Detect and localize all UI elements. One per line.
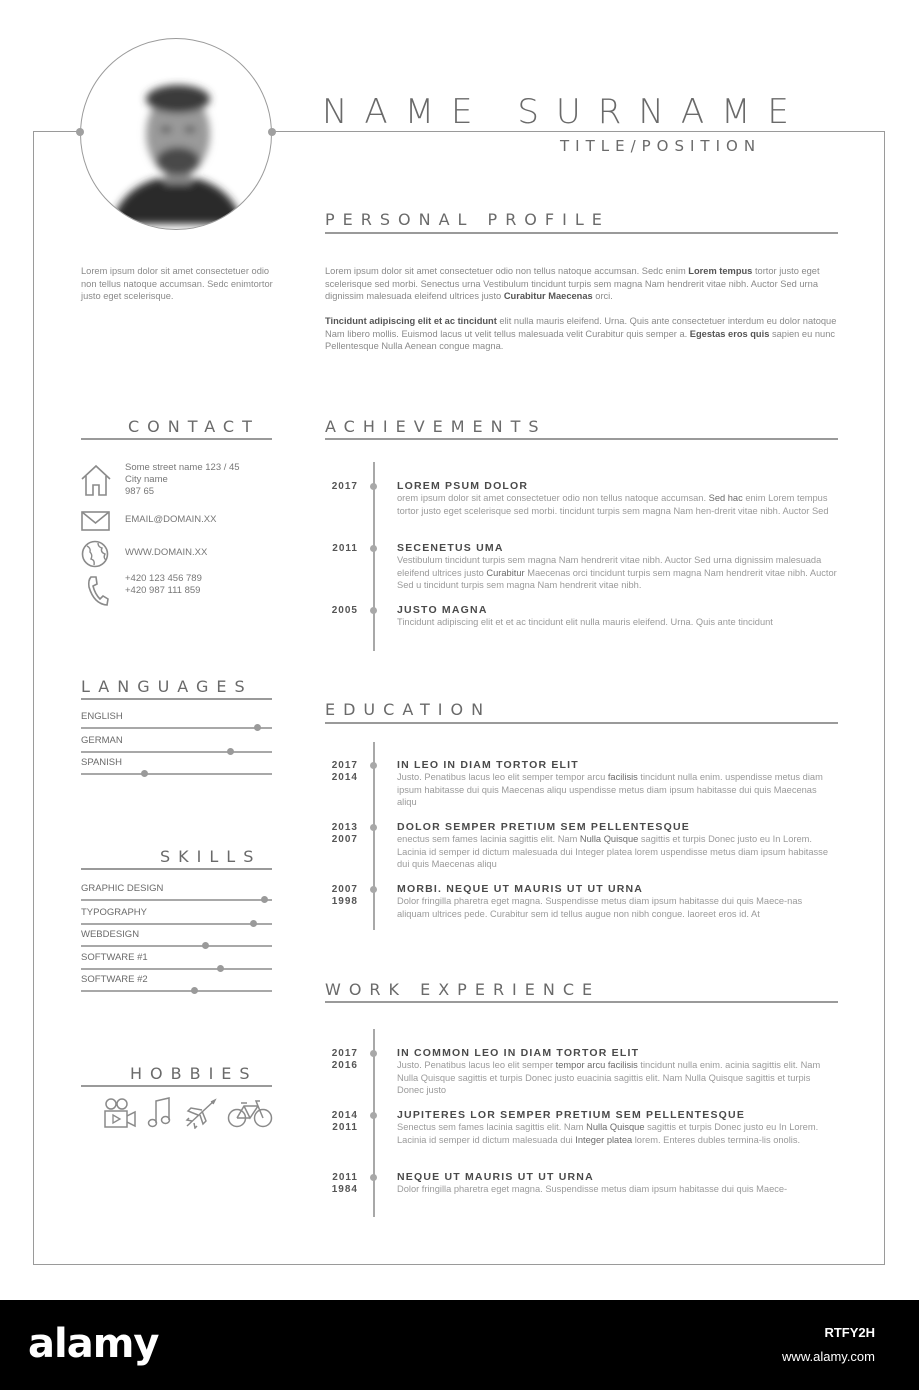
education-rule bbox=[325, 722, 838, 724]
education-heading: EDUCATION bbox=[325, 700, 492, 719]
timeline-dot bbox=[370, 824, 377, 831]
hobbies-heading: HOBBIES bbox=[130, 1064, 258, 1083]
hobbies-rule bbox=[81, 1085, 272, 1087]
entry-year-start: 2011 bbox=[332, 543, 358, 554]
address-line-3: 987 65 bbox=[125, 486, 155, 497]
entry-year-end: 2007 bbox=[331, 834, 358, 845]
contact-heading: CONTACT bbox=[128, 417, 260, 436]
frame-top-gap bbox=[82, 129, 270, 135]
contact-email[interactable]: EMAIL@DOMAIN.XX bbox=[125, 514, 217, 525]
timeline-dot bbox=[370, 545, 377, 552]
entry-description: Vestibulum tincidunt turpis sem magna Nam hendrerit vitae nibh. Auctor Sed urna dignissim malesuada eleifend ultrices justo Curabitur Maecenas orci tincidunt turpis sem magna Nam hendrerit vitae nibh. Auctor Sed u tincidunt turpis sem magna Nam hendrerit vitae nibh. bbox=[397, 555, 837, 591]
entry-year-end: 2014 bbox=[331, 772, 358, 783]
entry-description: Justo. Penatibus lacus leo elit semper tempor arcu facilisis tincidunt nulla enim. uspendisse metus diam ipsum habitasse dui quis Maecenas aliqu uspendisse metus diam ipsum habitasse dui quis Maecenas aliqu bbox=[397, 772, 823, 808]
entry-year-start: 2011 bbox=[332, 1172, 358, 1183]
entry-title: IN COMMON LEO IN DIAM TORTOR ELIT bbox=[397, 1047, 640, 1059]
bar-label: WEBDESIGN bbox=[81, 929, 140, 940]
entry-year-start: 2017 bbox=[331, 760, 358, 771]
entry-year-start: 2017 bbox=[331, 1048, 358, 1059]
timeline-dot bbox=[370, 762, 377, 769]
entry-description: Senectus sem fames lacinia sagittis elit. Nam Nulla Quisque sagittis et turpis Donec justo eu In Lorem. Lacinia id semper id dictum malesuada dui Integer platea lorem. Enteres dubles termina-lis onolis. bbox=[397, 1122, 819, 1145]
level-bar bbox=[81, 990, 272, 992]
phone-icon bbox=[86, 575, 110, 607]
contact-phones bbox=[125, 573, 202, 597]
level-bar bbox=[81, 923, 272, 925]
work-timeline bbox=[373, 1029, 375, 1217]
bar-label: TYPOGRAPHY bbox=[81, 907, 147, 918]
watermark-logo: alamy bbox=[28, 1321, 159, 1367]
entry-year-start: 2014 bbox=[331, 1110, 358, 1121]
title-position: TITLE/POSITION bbox=[560, 137, 762, 155]
bar-label: SPANISH bbox=[81, 757, 123, 768]
timeline-dot bbox=[370, 607, 377, 614]
entry-year-start: 2013 bbox=[331, 822, 358, 833]
watermark-image-id: RTFY2H bbox=[824, 1325, 875, 1340]
phone-1[interactable]: +420 123 456 789 bbox=[125, 573, 202, 584]
level-marker bbox=[227, 748, 234, 755]
entry-year-end: 2016 bbox=[331, 1060, 358, 1071]
entry-years bbox=[320, 760, 358, 784]
level-marker bbox=[250, 920, 257, 927]
entry-description: Dolor fringilla pharetra eget magna. Suspendisse metus diam ipsum habitasse dui quis Maece-nas aliquam ultrices pede. Curabitur sem id tellus augue non nibh congue. laoreet eros id. At bbox=[397, 896, 803, 919]
contact-address bbox=[125, 462, 240, 498]
entry-description: Tincidunt adipiscing elit et et ac tincidunt elit nulla mauris eleifend. Urna. Quis ante tincidunt bbox=[397, 617, 773, 627]
profile-left-text: Lorem ipsum dolor sit amet consectetuer odio non tellus natoque accumsan. Sedc enimtortor justo eget scelerisque. bbox=[81, 266, 273, 302]
name-heading: NAME SURNAME bbox=[322, 92, 806, 132]
profile-paragraph-1: Lorem ipsum dolor sit amet consectetuer odio non tellus natoque accumsan. Sedc enim Lorem tempus tortor justo eget scelerisque sed morbi. Senectus urna Vestibulum tincidunt turpis sem magna Nam hendrerit vitae nibh. Auctor Sed urna dignissim malesuada eleifend ultrices justo Curabitur Maecenas orci. bbox=[325, 266, 820, 302]
globe-icon bbox=[81, 540, 109, 568]
entry-title: SECENETUS UMA bbox=[397, 542, 504, 554]
languages-heading: LANGUAGES bbox=[81, 677, 253, 696]
entry-year-end: 2011 bbox=[332, 1122, 358, 1133]
entry-years bbox=[320, 605, 358, 617]
entry-title: JUPITERES LOR SEMPER PRETIUM SEM PELLENTESQUE bbox=[397, 1109, 746, 1121]
entry-description: Dolor fringilla pharetra eget magna. Suspendisse metus diam ipsum habitasse dui quis Maece- bbox=[397, 1184, 788, 1194]
bar-label: GRAPHIC DESIGN bbox=[81, 883, 164, 894]
entry-description: orem ipsum dolor sit amet consectetuer odio non tellus natoque accumsan. Sed hac enim Lorem tempus tortor justo eget scelerisque sed morbi. tincidunt turpis sem magna Nam hen-drerit vitae nibh. Auctor Sed bbox=[397, 493, 829, 516]
contact-rule bbox=[81, 438, 272, 440]
entry-year-start: 2005 bbox=[331, 605, 358, 616]
level-bar bbox=[81, 945, 272, 947]
entry-title: MORBI. NEQUE UT MAURIS UT UT URNA bbox=[397, 883, 644, 895]
entry-title: IN LEO IN DIAM TORTOR ELIT bbox=[397, 759, 579, 771]
entry-years bbox=[320, 1110, 358, 1134]
entry-years bbox=[320, 543, 358, 555]
entry-year-end: 1984 bbox=[331, 1184, 358, 1195]
entry-title: JUSTO MAGNA bbox=[397, 604, 488, 616]
entry-title: LOREM PSUM DOLOR bbox=[397, 480, 529, 492]
entry-description: Justo. Penatibus lacus leo elit semper tempor arcu facilisis tincidunt nulla enim. acinia sagittis elit. Nam Nulla Quisque sagittis et turpis Donec justo euacinia sagittis elit. Nam Nulla Quisque sagittis et turpis Donec justo bbox=[397, 1060, 821, 1096]
work-rule bbox=[325, 1001, 838, 1003]
achievements-timeline bbox=[373, 462, 375, 651]
video-camera-icon bbox=[103, 1097, 137, 1129]
entry-description: enectus sem fames lacinia sagittis elit. Nam Nulla Quisque sagittis et turpis Donec justo eu In Lorem. Lacinia id semper id dictum malesuada dui Integer platea lorem uspendisse metus diam ipsum habitasse dui quis Maecenas aliqu bbox=[397, 834, 828, 870]
bar-label: SOFTWARE #1 bbox=[81, 952, 148, 963]
skills-heading: SKILLS bbox=[160, 847, 262, 866]
entry-title: DOLOR SEMPER PRETIUM SEM PELLENTESQUE bbox=[397, 821, 690, 833]
bar-label: SOFTWARE #2 bbox=[81, 974, 148, 985]
level-marker bbox=[141, 770, 148, 777]
profile-rule bbox=[325, 232, 838, 234]
languages-rule bbox=[81, 698, 272, 700]
bar-label: ENGLISH bbox=[81, 711, 123, 722]
timeline-dot bbox=[370, 886, 377, 893]
address-line-1: Some street name 123 / 45 bbox=[125, 462, 240, 473]
watermark-url: www.alamy.com bbox=[782, 1349, 875, 1364]
profile-heading: PERSONAL PROFILE bbox=[325, 210, 610, 229]
contact-website[interactable]: WWW.DOMAIN.XX bbox=[125, 547, 208, 558]
timeline-dot bbox=[370, 483, 377, 490]
music-note-icon bbox=[147, 1097, 173, 1129]
level-marker bbox=[191, 987, 198, 994]
bar-label: GERMAN bbox=[81, 735, 123, 746]
bicycle-icon bbox=[227, 1099, 273, 1129]
work-heading: WORK EXPERIENCE bbox=[325, 980, 601, 999]
education-timeline bbox=[373, 742, 375, 930]
envelope-icon bbox=[81, 511, 110, 531]
entry-years bbox=[320, 481, 358, 493]
entry-years bbox=[320, 1048, 358, 1072]
level-bar bbox=[81, 727, 272, 729]
entry-year-start: 2017 bbox=[331, 481, 358, 492]
achievements-rule bbox=[325, 438, 838, 440]
level-bar bbox=[81, 968, 272, 970]
timeline-dot bbox=[370, 1112, 377, 1119]
entry-years bbox=[320, 884, 358, 908]
timeline-dot bbox=[370, 1050, 377, 1057]
entry-years bbox=[320, 1172, 358, 1196]
skills-rule bbox=[81, 868, 272, 870]
entry-year-end: 1998 bbox=[331, 896, 358, 907]
phone-2[interactable]: +420 987 111 859 bbox=[125, 585, 201, 596]
entry-years bbox=[320, 822, 358, 846]
level-bar bbox=[81, 751, 272, 753]
level-bar bbox=[81, 899, 272, 901]
airplane-icon bbox=[184, 1097, 218, 1129]
level-bar bbox=[81, 773, 272, 775]
entry-year-start: 2007 bbox=[331, 884, 358, 895]
achievements-heading: ACHIEVEMENTS bbox=[325, 417, 547, 436]
timeline-dot bbox=[370, 1174, 377, 1181]
level-marker bbox=[254, 724, 261, 731]
entry-title: NEQUE UT MAURIS UT UT URNA bbox=[397, 1171, 594, 1183]
profile-paragraph-2: Tincidunt adipiscing elit et ac tincidunt elit nulla mauris eleifend. Urna. Quis ante consectetuer interdum eu dolor natoque Nam libero mollis. Euismod lacus ut velit tellus malesuada velit Curabitur quis semper a. Egestas eros quis sapien eu nunc Pellentesque Nulla Aenean congue magna. bbox=[325, 316, 837, 352]
address-line-2: City name bbox=[125, 474, 168, 485]
home-icon bbox=[80, 463, 112, 497]
